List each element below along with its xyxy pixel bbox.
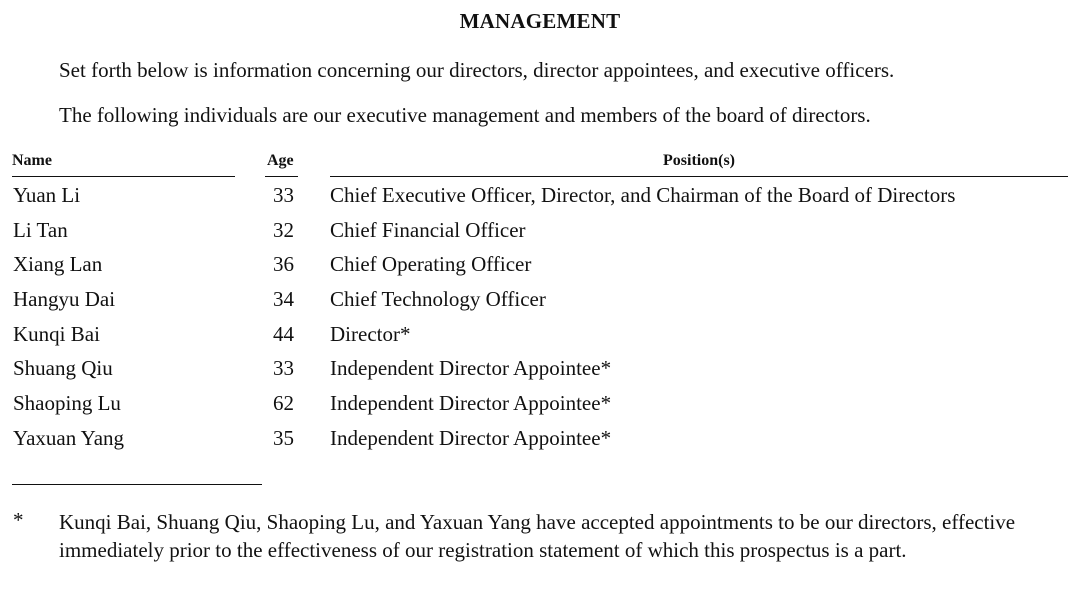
cell-position: Chief Technology Officer [330, 287, 546, 312]
cell-age: 33 [273, 183, 294, 207]
header-name: Name [12, 152, 52, 169]
table-row [0, 426, 1080, 461]
table-row [0, 252, 1080, 287]
cell-position: Independent Director Appointee* [330, 425, 612, 450]
cell-name: Yaxuan Yang [13, 425, 125, 450]
cell-age: 36 [273, 252, 294, 277]
table-row [0, 183, 1080, 218]
cell-age: 34 [273, 287, 294, 312]
header-rule-position [330, 176, 1068, 177]
cell-name: Shuang Qiu [13, 356, 113, 381]
cell-position: Independent Director Appointee* [330, 391, 612, 416]
header-age: Age [267, 152, 294, 169]
intro-paragraph: Set forth below is information concerning our directors, director appointees, and executive officers. [59, 58, 895, 82]
cell-age: 35 [273, 425, 294, 450]
header-position: Position(s) [663, 152, 735, 169]
table-row [0, 218, 1080, 253]
cell-position: Independent Director Appointee* [330, 356, 612, 381]
table-intro-paragraph: The following individuals are our executive management and members of the board of directors. [59, 103, 871, 127]
table-row [0, 356, 1080, 391]
cell-name: Li Tan [13, 217, 68, 242]
cell-name: Yuan Li [13, 183, 81, 207]
cell-position: Chief Financial Officer [330, 217, 526, 242]
table-row [0, 287, 1080, 322]
cell-name: Hangyu Dai [13, 287, 116, 312]
table-row [0, 322, 1080, 357]
footnote-marker: * [13, 508, 24, 532]
footnote-divider [12, 484, 262, 485]
footnote-text: Kunqi Bai, Shuang Qiu, Shaoping Lu, and Yaxuan Yang have accepted appointments to be our directors, effective immediately prior to the effectiveness of our registration statement of which this prospectus is a part. [59, 510, 1016, 562]
cell-age: 32 [273, 217, 294, 242]
cell-name: Shaoping Lu [13, 391, 121, 416]
cell-name: Xiang Lan [13, 252, 103, 277]
management-table [0, 183, 1080, 461]
section-title: MANAGEMENT [459, 9, 621, 33]
cell-name: Kunqi Bai [13, 321, 100, 346]
cell-age: 33 [273, 356, 294, 381]
cell-age: 44 [273, 321, 294, 346]
header-rule-name [12, 176, 235, 177]
table-row [0, 391, 1080, 426]
cell-position: Chief Executive Officer, Director, and Chairman of the Board of Directors [330, 183, 956, 207]
cell-position: Director* [330, 321, 411, 346]
header-rule-age [265, 176, 298, 177]
cell-position: Chief Operating Officer [330, 252, 532, 277]
cell-age: 62 [273, 391, 294, 416]
